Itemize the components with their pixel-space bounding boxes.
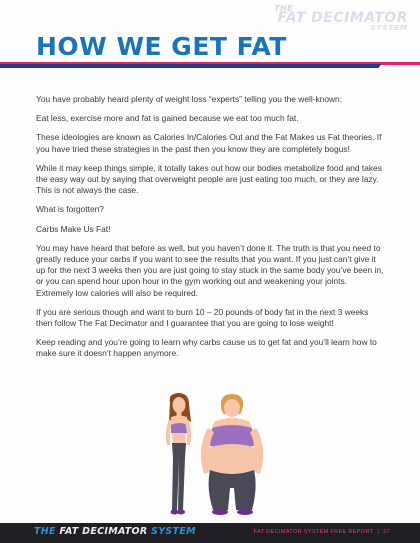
- paragraph: What is forgotten?: [36, 204, 104, 215]
- paragraph: You have probably heard plenty of weight loss “experts” telling you the well-known:: [36, 94, 343, 104]
- women-illustration: [158, 392, 278, 518]
- paragraph: If you are serious though and want to burn 10 – 20 pounds of body fat in the next 3 weeks then follow The Fat Decimator and I guarantee that you are going to lose weight!: [36, 306, 369, 329]
- footer-report-label: FAT DECIMATOR SYSTEM FREE REPORT: [253, 529, 374, 535]
- footer-brand-logo: [34, 526, 196, 537]
- footer-brand-the: THE: [34, 526, 56, 537]
- header-brand-logo: [268, 4, 408, 32]
- header-brand-the: THE: [274, 4, 294, 13]
- paragraph: These ideologies are known as Calories In/Calories Out and the Fat Makes us Fat theories. If you have tried these strategies in the past then you know they are completely bogus!: [36, 132, 382, 154]
- paragraph: While it may keep things simple, it totally takes out how our bodies metabolize food and takes the easy way out by saying that overweight people are just eating too much, or they are lazy. This is not always the case.: [36, 162, 382, 196]
- slim-woman-figure: [166, 393, 191, 515]
- paragraph: You may have heard that before as well, but you haven’t done it. The truth is that you need to greatly reduce your carbs if you want to see the results that you want. If you just can’t give it up for the next 3 weeks then you are just going to stay stuck in the same body you’ve been in, or you can spend hour upon hour in the gym working out and weakening your joints. Extremely low calories will also be required.: [36, 242, 384, 298]
- paragraph: Eat less, exercise more and fat is gained because we eat too much fat.: [36, 113, 299, 124]
- page-title: HOW WE GET FAT: [36, 32, 287, 61]
- title-underline-navy: [0, 64, 360, 68]
- paragraph: Keep reading and you’re going to learn why carbs cause us to get fat and you’ll learn how to make sure it doesn’t happen anymore.: [36, 337, 377, 359]
- header-brand-name: FAT DECIMATOR: [277, 10, 408, 26]
- article-body: [36, 94, 386, 368]
- header-brand-system: SYSTEM: [370, 24, 408, 32]
- title-underline-tail: [339, 64, 382, 68]
- paragraph: Carbs Make Us Fat!: [36, 223, 111, 234]
- footer-report-info: [254, 529, 390, 535]
- footer-brand-name: FAT DECIMATOR: [59, 526, 148, 537]
- footer-brand-system: SYSTEM: [151, 526, 196, 537]
- page-number: 27: [383, 529, 390, 535]
- heavy-woman-figure: [201, 394, 263, 515]
- page-footer: [0, 523, 420, 543]
- footer-separator: |: [377, 529, 380, 535]
